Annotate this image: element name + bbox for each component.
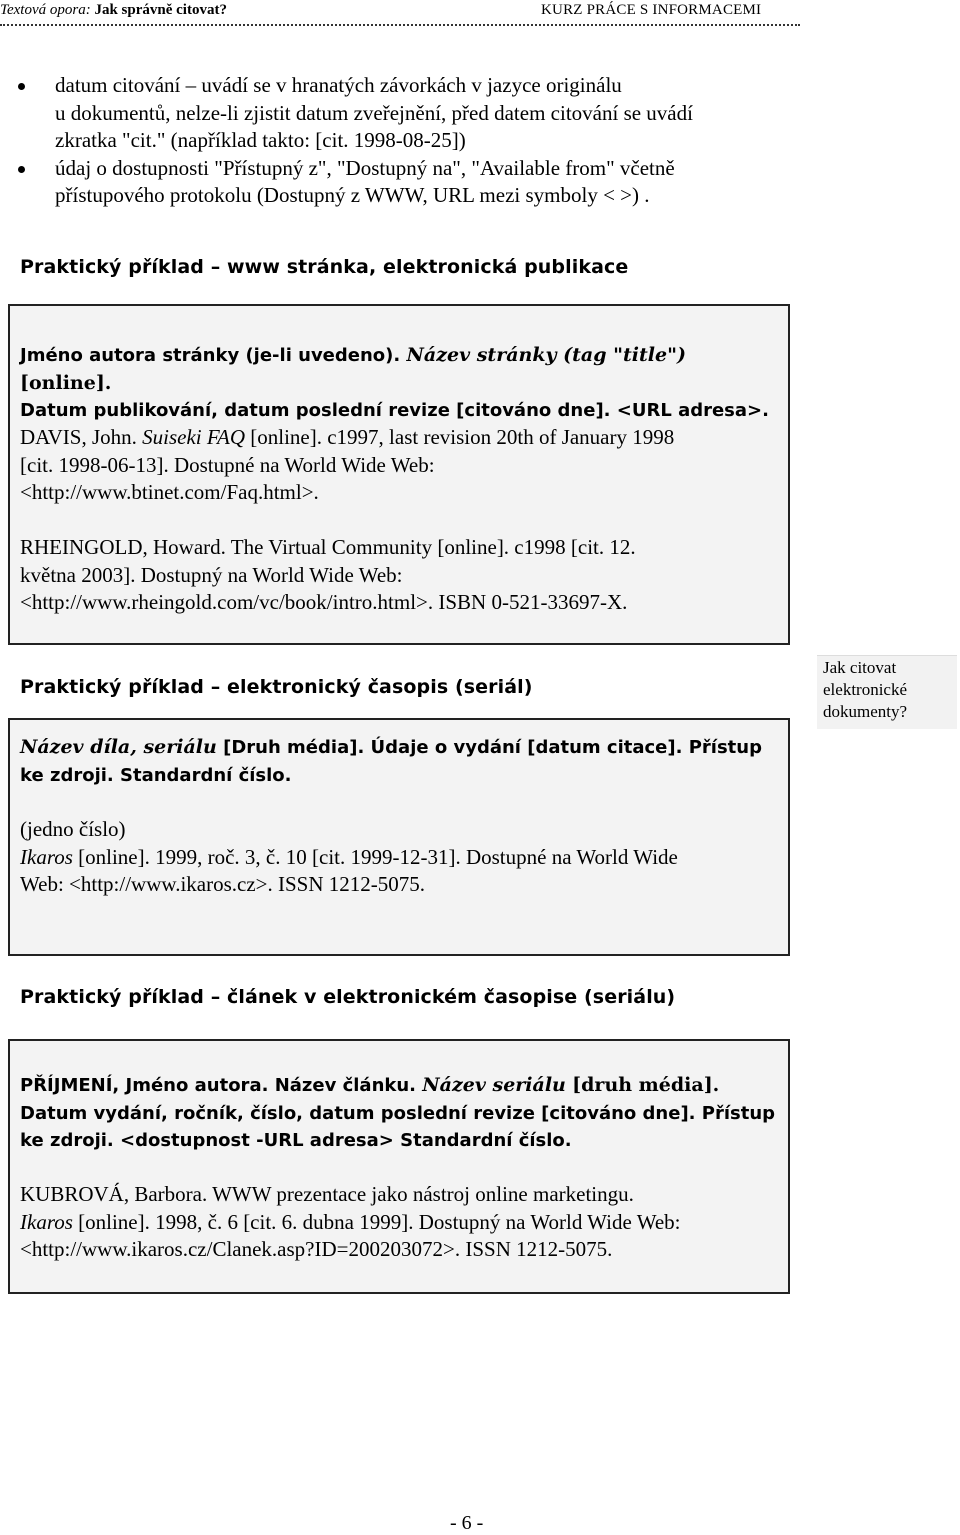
header-left-italic: Textová opora:: [0, 2, 91, 18]
list-item: [18, 72, 798, 155]
citation-template: Jméno autora stránky (je-li uvedeno). Název stránky (tag "title") [online]. Datum publikování, datum poslední revize [citováno dne]. <URL adresa>.: [20, 344, 769, 421]
section-heading-journal: Praktický příklad – elektronický časopis (seriál): [20, 676, 533, 698]
list-item: [18, 155, 798, 210]
bullet-line: datum citování – uvádí se v hranatých závorkách v jazyce originálu: [55, 73, 622, 97]
example-box-article: [8, 1039, 790, 1294]
page-number: - 6 -: [450, 1512, 484, 1534]
bullet-icon: [18, 166, 25, 173]
citation-example: DAVIS, John. Suiseki FAQ [online]. c1997, last revision 20th of January 1998 [cit. 1998-06-13]. Dostupné na World Wide Web: <http://www.btinet.com/Faq.html>.: [20, 425, 675, 504]
margin-note: Jak citovat elektronické dokumenty?: [817, 655, 957, 729]
header-dotted-rule: [0, 24, 800, 26]
header-right: KURZ PRÁCE S INFORMACEMI: [541, 2, 762, 18]
bullet-list: [18, 72, 798, 210]
citation-template: Název díla, seriálu [Druh média]. Údaje o vydání [datum citace]. Přístup ke zdroji. Standardní číslo.: [20, 736, 762, 786]
section-heading-web-page: Praktický příklad – www stránka, elektronická publikace: [20, 256, 629, 278]
bullet-line: u dokumentů, nelze-li zjistit datum zveřejnění, před datem citování se uvádí: [55, 100, 693, 125]
citation-example: RHEINGOLD, Howard. The Virtual Community [online]. c1998 [cit. 12. května 2003]. Dostupný na World Wide Web: <http://www.rheingold.com/vc/book/intro.html>. ISBN 0-521-33697-X.: [20, 535, 636, 614]
citation-example: KUBROVÁ, Barbora. WWW prezentace jako nástroj online marketingu. Ikaros [online]. 1998, č. 6 [cit. 6. dubna 1999]. Dostupný na World Wide Web: <http://www.ikaros.cz/Clanek.asp?ID=200203072>. ISSN 1212-5075.: [20, 1182, 681, 1261]
example-box-journal: [8, 718, 790, 956]
header-left: [0, 2, 227, 19]
header-left-bold: Jak správně citovat?: [94, 2, 227, 18]
bullet-icon: [18, 83, 25, 90]
bullet-line: údaj o dostupnosti "Přístupný z", "Dostupný na", "Available from" včetně: [55, 155, 675, 180]
page-header: [0, 0, 960, 28]
example-box-web-page: [8, 304, 790, 645]
bullet-line: přístupového protokolu (Dostupný z WWW, URL mezi symboly < >) .: [55, 183, 650, 207]
bullet-line: zkratka "cit." (například takto: [cit. 1998-08-25]): [55, 128, 466, 152]
citation-template: PŘÍJMENÍ, Jméno autora. Název článku. Název seriálu [druh média]. Datum vydání, ročník, číslo, datum poslední revize [citováno dne]. Přístup ke zdroji. <dostupnost -URL adresa> Standardní číslo.: [20, 1074, 776, 1151]
citation-example: (jedno číslo) Ikaros [online]. 1999, roč. 3, č. 10 [cit. 1999-12-31]. Dostupné na World Wide Web: <http://www.ikaros.cz>. ISSN 1212-5075.: [20, 817, 678, 896]
section-heading-article: Praktický příklad – článek v elektronickém časopise (seriálu): [20, 986, 676, 1008]
